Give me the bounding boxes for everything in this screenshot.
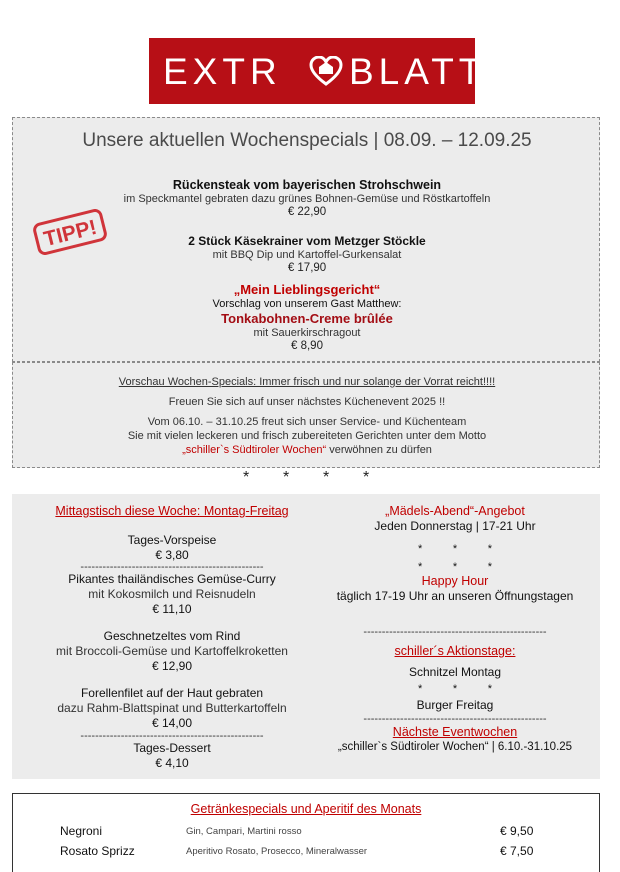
lunch-menu bbox=[22, 504, 322, 771]
maedels-time: Jeden Donnerstag | 17-21 Uhr bbox=[374, 519, 536, 533]
lunch-item-name: Geschnetzeltes vom Rind bbox=[103, 629, 241, 643]
lunch-item bbox=[22, 533, 322, 563]
lunch-item bbox=[22, 741, 322, 771]
events-stars: * * * bbox=[418, 561, 492, 573]
special-item-price: € 22,90 bbox=[287, 206, 327, 218]
lunch-item-name: Pikantes thailändisches Gemüse-Curry bbox=[68, 572, 276, 586]
drink-price: € 7,50 bbox=[500, 844, 534, 858]
preview-line-5-rest: verwöhnen zu dürfen bbox=[326, 444, 432, 456]
preview-line-4: Sie mit vielen leckeren und frisch zubereiteten Gerichten unter dem Motto bbox=[127, 430, 487, 442]
lunch-item-name: Tages-Dessert bbox=[133, 741, 211, 755]
lunch-item bbox=[22, 629, 322, 674]
lunch-item-price: € 12,90 bbox=[151, 659, 193, 673]
drinks-heading: Getränkespecials und Aperitif des Monats bbox=[190, 802, 422, 816]
events-stars: * * * bbox=[418, 683, 492, 695]
logo-text-right: BLATT bbox=[349, 51, 487, 92]
lunch-item-price: € 14,00 bbox=[151, 716, 193, 730]
aktionstage-heading: schiller´s Aktionstage: bbox=[394, 644, 516, 658]
preview-line-5 bbox=[13, 443, 601, 457]
special-item-name: Rückensteak vom bayerischen Strohschwein bbox=[172, 178, 442, 192]
lunch-item-desc: dazu Rahm-Blattspinat und Butterkartoffeln bbox=[57, 701, 287, 715]
lunch-item bbox=[22, 572, 322, 617]
preview-heading: Vorschau Wochen-Specials: Immer frisch und nur solange der Vorrat reicht!!!! bbox=[118, 376, 496, 388]
heart-logo-icon bbox=[309, 56, 343, 86]
extrablatt-logo bbox=[149, 38, 487, 104]
preview-text-block bbox=[13, 375, 601, 457]
favorite-suggestion: Vorschlag von unserem Gast Matthew: bbox=[212, 298, 402, 310]
events-stars: * * * bbox=[418, 543, 492, 555]
drink-name: Negroni bbox=[60, 824, 103, 838]
lunch-separator: -------------------------------------------------- bbox=[80, 561, 264, 573]
drink-desc: Aperitivo Rosato, Prosecco, Mineralwasser bbox=[186, 846, 368, 857]
favorite-name: Tonkabohnen-Creme brûlée bbox=[221, 311, 393, 326]
tipp-badge-text: TIPP! bbox=[41, 215, 100, 252]
maedels-heading: „Mädels-Abend“-Angebot bbox=[385, 504, 525, 518]
lunch-item-price: € 11,10 bbox=[152, 602, 192, 616]
happy-hour-heading: Happy Hour bbox=[421, 574, 489, 588]
lunch-item bbox=[22, 686, 322, 731]
favorite-desc: mit Sauerkirschragout bbox=[253, 327, 361, 339]
specials-title: Unsere aktuellen Wochenspecials | 08.09. – 12.09.25 bbox=[82, 130, 532, 151]
divider-star: * bbox=[283, 469, 290, 486]
favorite-dish bbox=[13, 282, 601, 352]
lunch-item-desc: mit Kokosmilch und Reisnudeln bbox=[88, 587, 256, 601]
aktionstage-friday: Burger Freitag bbox=[416, 698, 494, 712]
lunch-item-name: Tages-Vorspeise bbox=[127, 533, 217, 547]
logo-text-left: EXTR bbox=[163, 51, 282, 92]
star-divider bbox=[0, 469, 620, 487]
drink-price: € 9,50 bbox=[500, 824, 534, 838]
happy-hour-time: täglich 17-19 Uhr an unseren Öffnungstagen bbox=[336, 589, 574, 603]
preview-event-line: Freuen Sie sich auf unser nächstes Küchenevent 2025 !! bbox=[168, 396, 446, 408]
lunch-heading: Mittagstisch diese Woche: Montag-Freitag bbox=[55, 504, 289, 518]
special-item-desc: mit BBQ Dip und Kartoffel-Gurkensalat bbox=[212, 249, 402, 261]
drinks-specials-box bbox=[12, 793, 600, 872]
lunch-separator: -------------------------------------------------- bbox=[80, 730, 264, 742]
lunch-item-name: Forellenfilet auf der Haut gebraten bbox=[80, 686, 264, 700]
special-item-name: 2 Stück Käsekrainer vom Metzger Stöckle bbox=[188, 234, 426, 248]
divider-star: * bbox=[363, 469, 370, 486]
special-item-price: € 17,90 bbox=[287, 262, 327, 274]
events-separator: -------------------------------------------------- bbox=[363, 626, 547, 638]
lunch-item-price: € 3,80 bbox=[155, 548, 189, 562]
drink-name: Rosato Sprizz bbox=[60, 844, 135, 858]
preview-box bbox=[12, 362, 600, 468]
lunch-item-desc: mit Broccoli-Gemüse und Kartoffelkroketten bbox=[56, 644, 288, 658]
preview-line-3: Vom 06.10. – 31.10.25 freut sich unser Service- und Küchenteam bbox=[147, 416, 467, 428]
aktionstage-monday: Schnitzel Montag bbox=[408, 665, 502, 679]
tipp-stamp-icon bbox=[30, 209, 110, 255]
divider-star: * bbox=[243, 469, 250, 486]
event-weeks-heading: Nächste Eventwochen bbox=[392, 725, 518, 739]
special-item-desc: im Speckmantel gebraten dazu grünes Bohnen-Gemüse und Röstkartoffeln bbox=[123, 193, 491, 205]
event-weeks-text: „schiller`s Südtiroler Wochen“ | 6.10.-31.10.25 bbox=[337, 741, 573, 753]
favorite-heading: „Mein Lieblingsgericht“ bbox=[233, 282, 381, 297]
events-column bbox=[320, 504, 590, 755]
lunch-events-box bbox=[12, 494, 600, 779]
favorite-price: € 8,90 bbox=[291, 340, 323, 352]
events-separator: -------------------------------------------------- bbox=[363, 713, 547, 725]
lunch-item-price: € 4,10 bbox=[155, 756, 189, 770]
preview-motto: „schiller`s Südtiroler Wochen“ bbox=[182, 444, 327, 456]
divider-star: * bbox=[323, 469, 330, 486]
drink-desc: Gin, Campari, Martini rosso bbox=[186, 826, 302, 837]
